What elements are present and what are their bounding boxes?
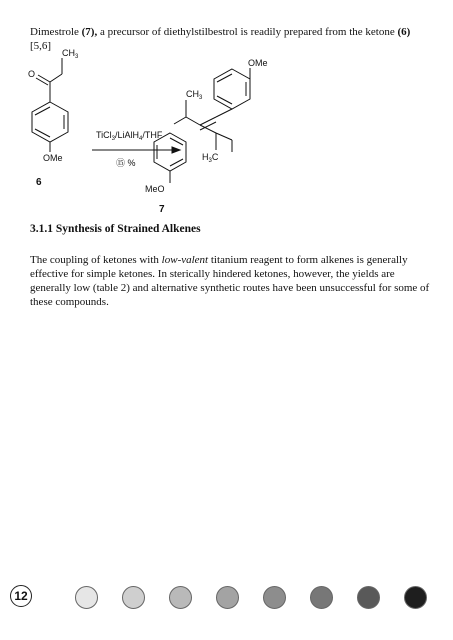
ketone-methoxy-label: OMe [43, 153, 63, 163]
product-upper-ch3-label: $CH_3$ [186, 89, 203, 101]
ketone-structure [32, 58, 68, 152]
product-lower-ch3-label: $H_3C$ [202, 152, 219, 164]
footer-dot [169, 586, 192, 609]
intro-text-b: a precursor of diethylstilbestrol is readily prepared from the ketone [97, 26, 398, 38]
page-footer [0, 580, 453, 620]
footer-dot [310, 586, 333, 609]
compound-ref-6: (6) [397, 26, 411, 38]
compound-ref-7: (7), [81, 26, 98, 38]
product-upper-benzene-ring [214, 69, 250, 109]
footer-dot [404, 586, 427, 609]
footer-dot [75, 586, 98, 609]
product-lower-methoxy-label: MeO [145, 184, 165, 194]
yield-label: ⑮ % [116, 158, 136, 168]
body-text-b: titanium reagent to form alkenes is generally effective for simple ketones. In sterically hindered ketones, however, the yields are generally low (table 2) and alternative synthetic routes have been unsuccessful for some of these compounds. [30, 254, 430, 308]
reaction-scheme [0, 0, 453, 220]
product-upper-methoxy-label: OMe [248, 58, 268, 68]
compound-number-6: 6 [36, 177, 42, 188]
product-structure [154, 68, 250, 183]
intro-text-c: [5,6] [30, 40, 52, 52]
section-heading: 3.1.1 Synthesis of Strained Alkenes [30, 223, 201, 235]
compound-number-7: 7 [159, 204, 165, 215]
body-text-a: The coupling of ketones with [30, 254, 162, 266]
intro-text-a: Dimestrole [30, 26, 82, 38]
ketone-benzene-ring [32, 102, 68, 142]
ketone-ch3-label: $CH_3$ [62, 48, 79, 60]
page-number: 12 [10, 585, 32, 607]
footer-dot [263, 586, 286, 609]
footer-dot [216, 586, 239, 609]
ketone-carbonyl-o-label: O [28, 69, 36, 79]
body-italic-term: low-valent [161, 254, 209, 266]
footer-dot [122, 586, 145, 609]
footer-dot [357, 586, 380, 609]
reaction-arrow-head [172, 147, 180, 153]
body-paragraph [30, 253, 430, 309]
reagent-label: TiCl$_3$/LiAlH$_4$/THF [96, 130, 163, 142]
